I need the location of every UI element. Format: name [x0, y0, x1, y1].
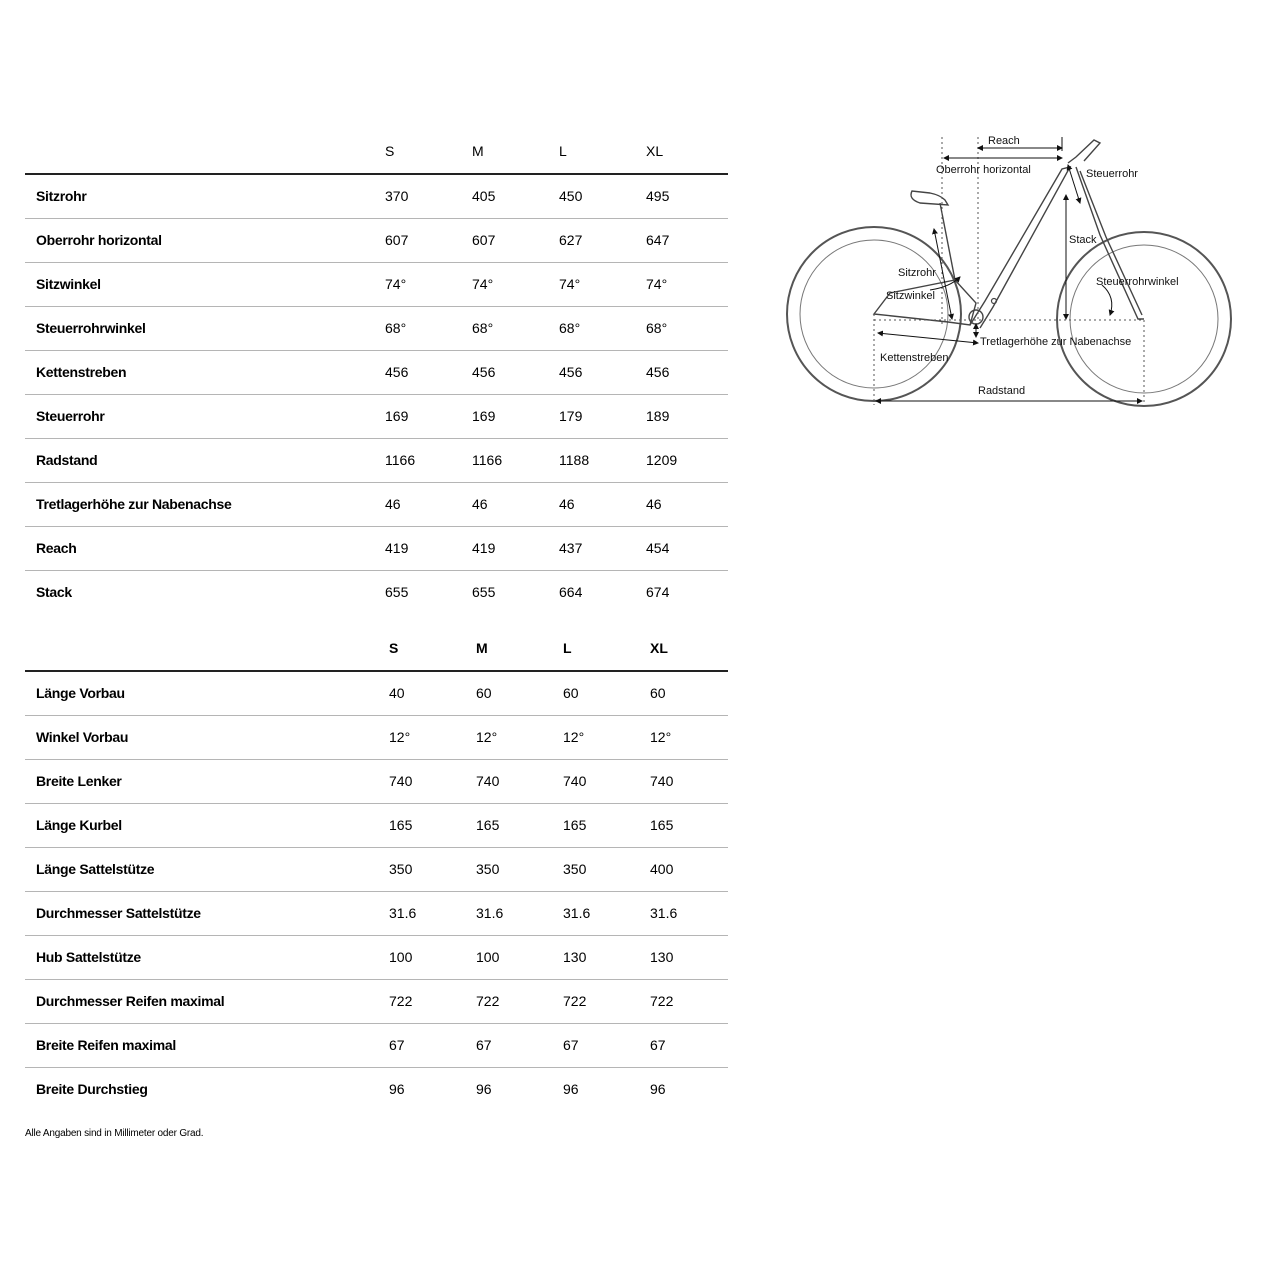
- row-value: 74°: [646, 276, 668, 292]
- row-label: Stack: [36, 584, 72, 601]
- size-header-s: S: [389, 640, 399, 656]
- row-value: 130: [650, 949, 674, 965]
- row-value: 456: [385, 364, 409, 380]
- table-row: [25, 394, 728, 438]
- row-value: 456: [646, 364, 670, 380]
- table-row: [25, 935, 728, 979]
- size-header-xl: XL: [646, 143, 664, 159]
- diagram-label-kettenstreben: Kettenstreben: [880, 352, 949, 364]
- table-row: [25, 482, 728, 526]
- row-value: 74°: [559, 276, 581, 292]
- row-label: Länge Sattelstütze: [36, 861, 155, 877]
- table-row: [25, 174, 728, 218]
- diagram-label-steuerrohrwinkel: Steuerrohrwinkel: [1096, 276, 1179, 288]
- row-value: 1188: [559, 452, 590, 468]
- row-value: 674: [646, 584, 670, 601]
- table-row: [25, 759, 728, 803]
- row-value: 1209: [646, 452, 678, 468]
- row-value: 130: [563, 949, 587, 965]
- row-value: 67: [476, 1037, 492, 1053]
- row-value: 68°: [472, 320, 494, 336]
- row-value: 46: [472, 496, 488, 512]
- diagram-label-stack: Stack: [1069, 234, 1097, 246]
- row-value: 96: [389, 1081, 405, 1098]
- row-label: Kettenstreben: [36, 364, 127, 380]
- row-value: 350: [563, 861, 587, 877]
- row-value: 189: [646, 408, 670, 424]
- geometry-header-row: [25, 129, 728, 174]
- row-value: 655: [472, 584, 496, 601]
- row-value: 165: [650, 817, 674, 833]
- row-value: 419: [472, 540, 496, 556]
- table-row: [25, 306, 728, 350]
- table-row: [25, 891, 728, 935]
- row-value: 647: [646, 232, 670, 248]
- diagram-label-radstand: Radstand: [978, 385, 1026, 397]
- diagram-label-reach: Reach: [988, 135, 1020, 147]
- row-value: 419: [385, 540, 409, 556]
- table-row: [25, 526, 728, 570]
- row-value: 627: [559, 232, 583, 248]
- row-value: 456: [559, 364, 583, 380]
- row-value: 67: [650, 1037, 666, 1053]
- row-value: 456: [472, 364, 496, 380]
- row-value: 740: [650, 773, 674, 789]
- row-value: 67: [389, 1037, 405, 1053]
- row-value: 60: [476, 685, 492, 702]
- row-value: 664: [559, 584, 583, 601]
- table-row: [25, 570, 728, 614]
- row-value: 68°: [646, 320, 668, 336]
- row-label: Winkel Vorbau: [36, 729, 129, 745]
- row-value: 179: [559, 408, 583, 424]
- row-value: 46: [646, 496, 662, 512]
- row-value: 495: [646, 188, 670, 205]
- header-empty: [25, 626, 380, 671]
- row-value: 722: [476, 993, 500, 1009]
- table-row: [25, 979, 728, 1023]
- row-label: Breite Lenker: [36, 773, 122, 789]
- row-value: 454: [646, 540, 670, 556]
- row-value: 1166: [472, 452, 503, 468]
- row-value: 46: [559, 496, 575, 512]
- header-empty: [25, 129, 380, 174]
- row-value: 437: [559, 540, 583, 556]
- row-value: 165: [563, 817, 587, 833]
- row-value: 722: [650, 993, 674, 1009]
- row-value: 740: [563, 773, 587, 789]
- row-value: 450: [559, 188, 583, 205]
- row-label: Länge Vorbau: [36, 685, 125, 702]
- row-value: 60: [563, 685, 579, 702]
- size-header-xl: XL: [650, 640, 668, 656]
- row-label: Tretlagerhöhe zur Nabenachse: [36, 496, 232, 512]
- size-header-l: L: [559, 143, 567, 159]
- row-value: 12°: [650, 729, 672, 745]
- bike-geometry-diagram: [780, 125, 1240, 410]
- row-label: Länge Kurbel: [36, 817, 122, 833]
- row-value: 607: [385, 232, 409, 248]
- row-label: Durchmesser Reifen maximal: [36, 993, 225, 1009]
- row-label: Hub Sattelstütze: [36, 949, 141, 965]
- row-value: 350: [389, 861, 413, 877]
- row-value: 67: [563, 1037, 579, 1053]
- row-value: 31.6: [389, 905, 417, 921]
- table-row: [25, 438, 728, 482]
- diagram-label-steuerrohr: Steuerrohr: [1086, 168, 1138, 180]
- row-value: 74°: [472, 276, 494, 292]
- diagram-label-sitzrohr: Sitzrohr: [898, 267, 936, 279]
- row-value: 46: [385, 496, 401, 512]
- row-label: Durchmesser Sattelstütze: [36, 905, 201, 921]
- row-label: Sitzrohr: [36, 188, 87, 205]
- size-header-m: M: [472, 143, 484, 159]
- table-row: [25, 1067, 728, 1111]
- row-value: 100: [476, 949, 500, 965]
- diagram-label-oberrohr-horizontal: Oberrohr horizontal: [936, 164, 1031, 176]
- row-value: 40: [389, 685, 405, 702]
- row-value: 100: [389, 949, 413, 965]
- row-label: Sitzwinkel: [36, 276, 101, 292]
- row-value: 60: [650, 685, 666, 702]
- row-value: 1166: [385, 452, 416, 468]
- row-label: Radstand: [36, 452, 98, 468]
- row-value: 740: [389, 773, 413, 789]
- row-value: 722: [389, 993, 413, 1009]
- row-value: 68°: [559, 320, 581, 336]
- size-header-s: S: [385, 143, 395, 159]
- table-row: [25, 671, 728, 715]
- row-value: 607: [472, 232, 496, 248]
- row-label: Reach: [36, 540, 77, 556]
- row-value: 655: [385, 584, 409, 601]
- row-value: 31.6: [563, 905, 591, 921]
- row-value: 165: [389, 817, 413, 833]
- components-header-row: [25, 626, 728, 671]
- row-value: 740: [476, 773, 500, 789]
- table-row: [25, 262, 728, 306]
- row-value: 31.6: [476, 905, 504, 921]
- row-value: 96: [476, 1081, 492, 1098]
- table-row: [25, 350, 728, 394]
- footnote: Alle Angaben sind in Millimeter oder Grad.: [25, 1128, 204, 1139]
- table-row: [25, 847, 728, 891]
- diagram-label-tretlagerhoehe: Tretlagerhöhe zur Nabenachse: [980, 336, 1132, 348]
- row-label: Steuerrohrwinkel: [36, 320, 146, 336]
- row-label: Breite Reifen maximal: [36, 1037, 176, 1053]
- row-value: 169: [472, 408, 496, 424]
- table-row: [25, 218, 728, 262]
- row-value: 350: [476, 861, 500, 877]
- row-value: 405: [472, 188, 496, 205]
- diagram-label-sitzwinkel: Sitzwinkel: [886, 290, 935, 302]
- row-value: 74°: [385, 276, 407, 292]
- table-row: [25, 715, 728, 759]
- components-table: [25, 626, 728, 1111]
- row-value: 722: [563, 993, 587, 1009]
- row-value: 169: [385, 408, 409, 424]
- row-value: 165: [476, 817, 500, 833]
- table-row: [25, 1023, 728, 1067]
- row-label: Breite Durchstieg: [36, 1081, 148, 1098]
- row-value: 68°: [385, 320, 407, 336]
- size-header-m: M: [476, 640, 488, 656]
- row-label: Steuerrohr: [36, 408, 105, 424]
- size-header-l: L: [563, 640, 572, 656]
- table-row: [25, 803, 728, 847]
- row-value: 400: [650, 861, 674, 877]
- row-value: 12°: [389, 729, 411, 745]
- geometry-table: [25, 129, 728, 614]
- row-value: 12°: [563, 729, 585, 745]
- row-value: 96: [563, 1081, 579, 1098]
- row-value: 31.6: [650, 905, 678, 921]
- row-label: Oberrohr horizontal: [36, 232, 162, 248]
- row-value: 96: [650, 1081, 666, 1098]
- row-value: 12°: [476, 729, 498, 745]
- row-value: 370: [385, 188, 409, 205]
